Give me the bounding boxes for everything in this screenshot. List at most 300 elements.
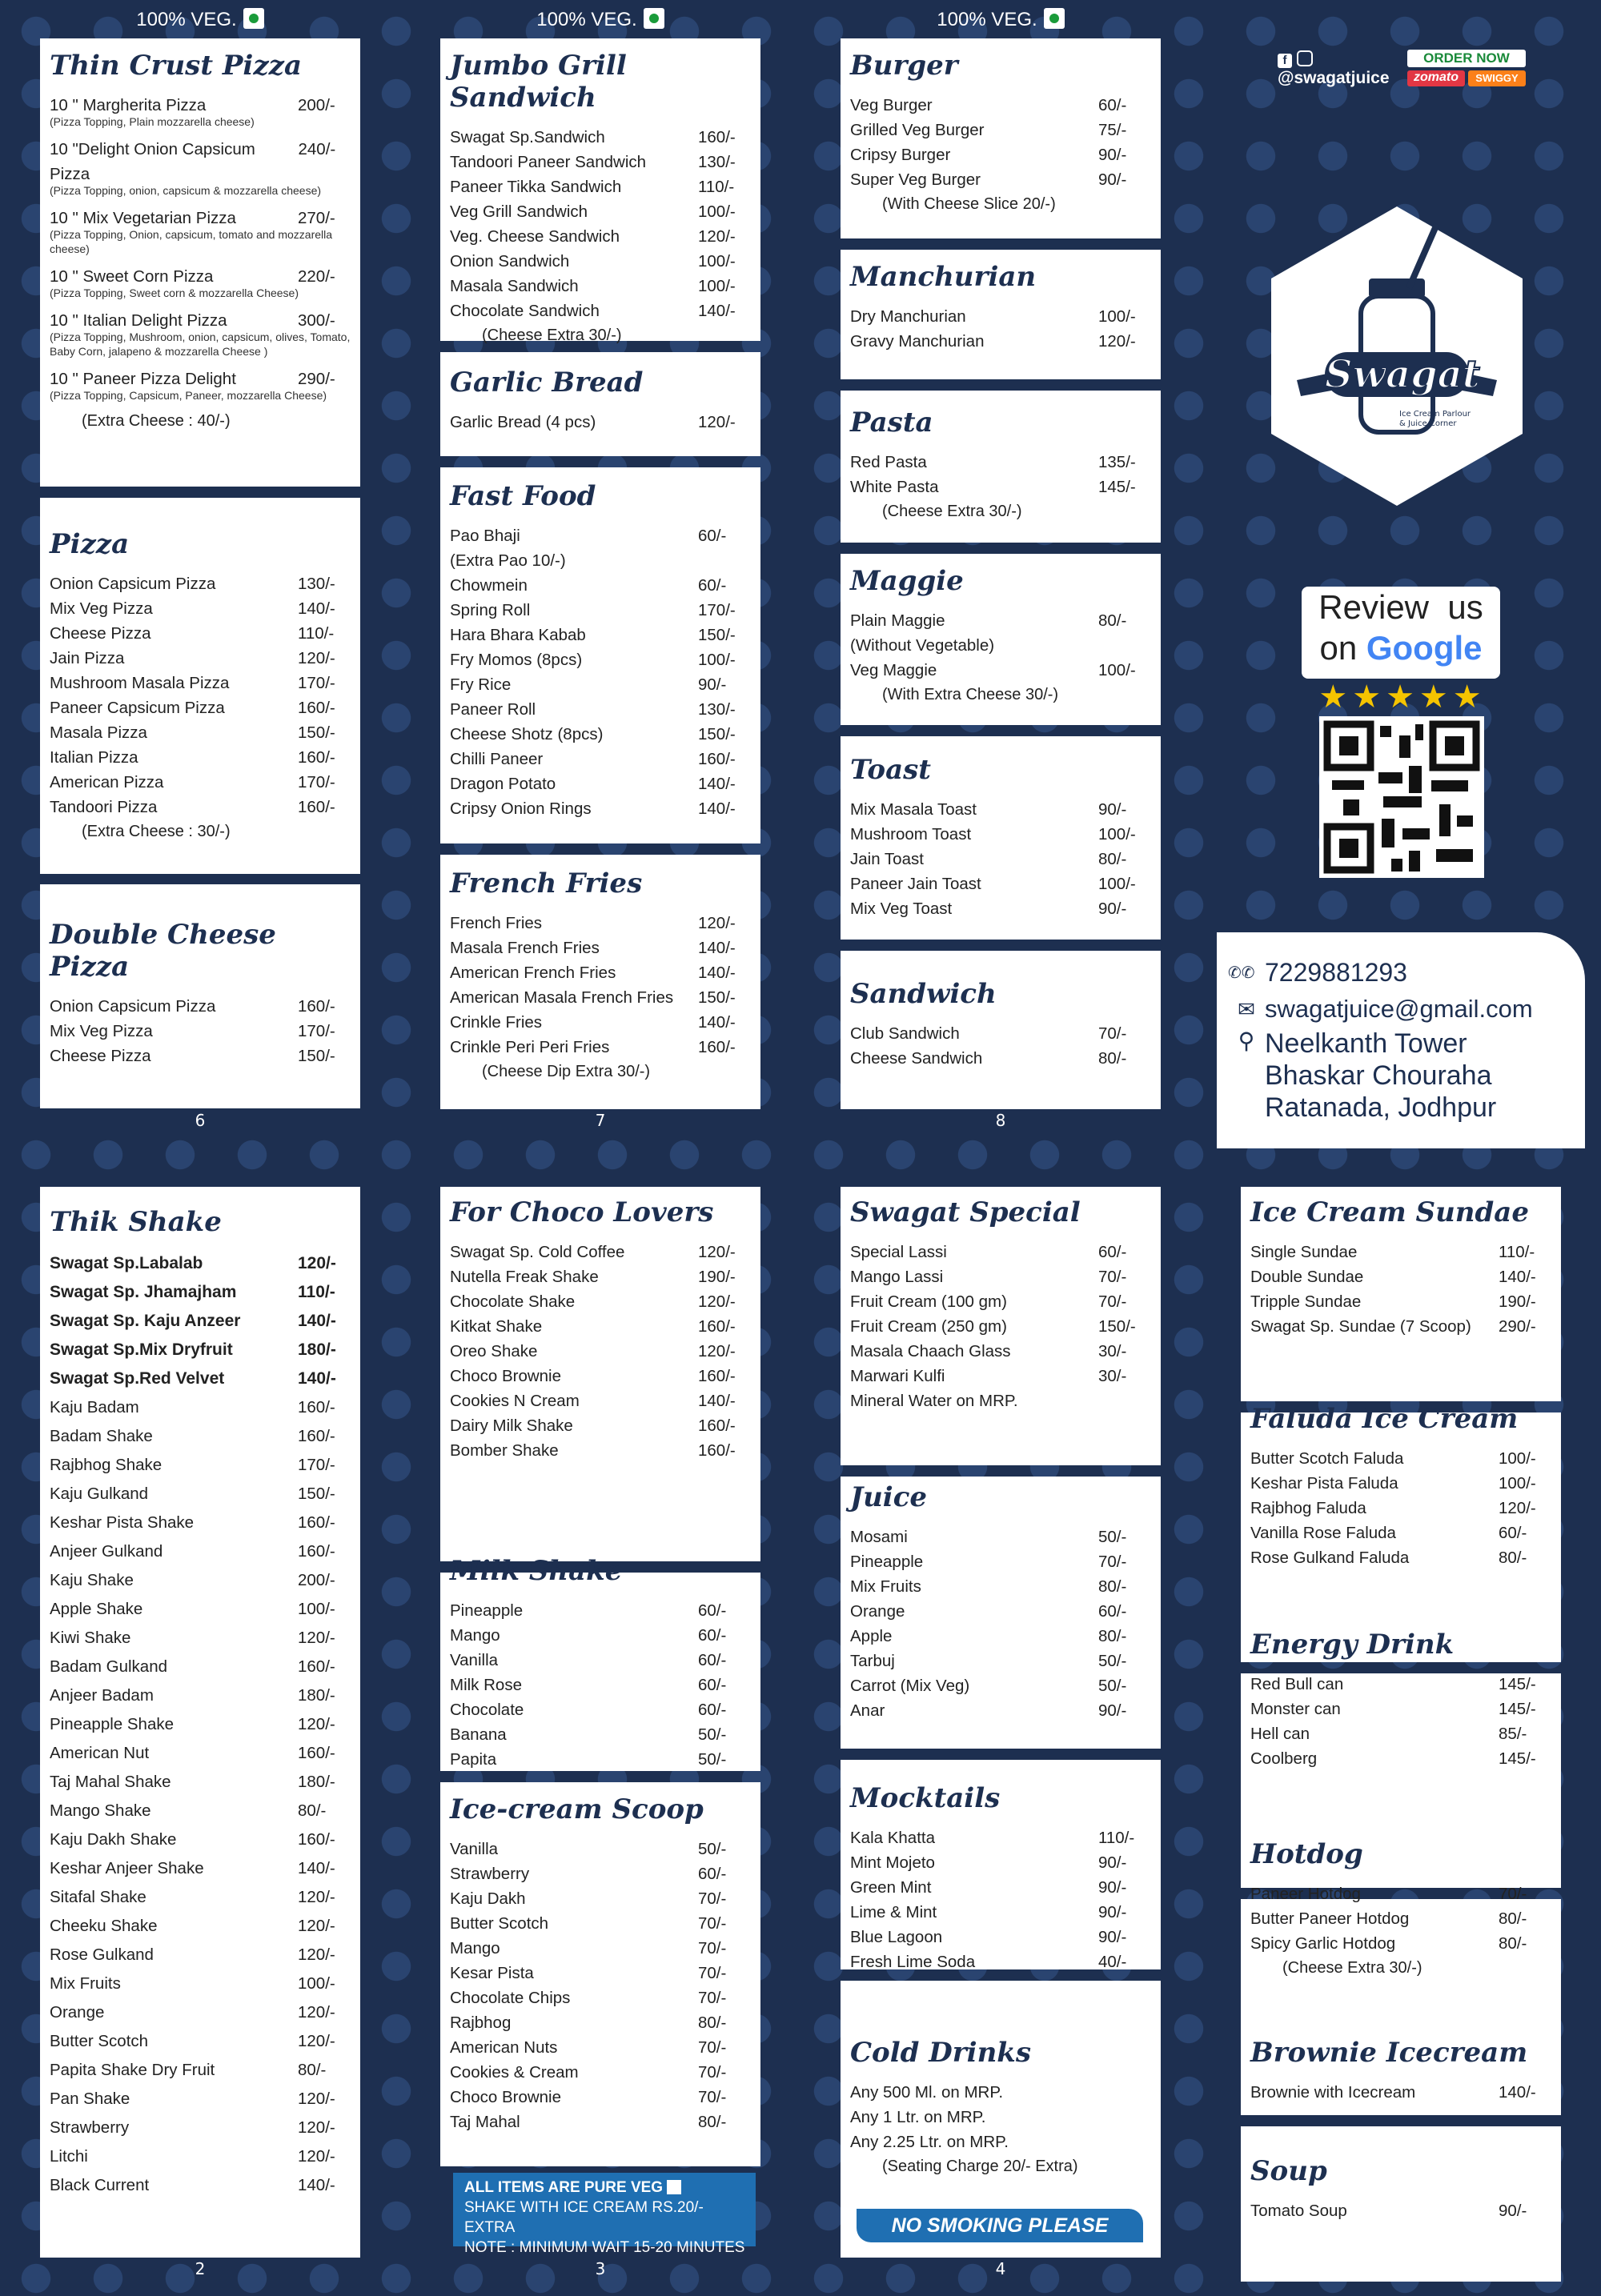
menu-item [1250, 1521, 1555, 1545]
item-price: 90/- [1098, 900, 1127, 918]
item-name: Strawberry [450, 1865, 530, 1883]
section-double-cheese-pizza [50, 919, 354, 1068]
item-name: Swagat Sp.Mix Dryfruit [50, 1340, 233, 1359]
item-name: Swagat Sp. Jhamajham [50, 1283, 237, 1301]
item-price: 140/- [298, 1369, 336, 1388]
menu-item [1250, 1746, 1555, 1771]
item-name: Taj Mahal [450, 2113, 520, 2131]
item-price: 160/- [298, 1542, 335, 1561]
review-on: on [1319, 629, 1358, 667]
item-name: Paneer Roll [450, 700, 536, 719]
item-name: American Nuts [450, 2038, 558, 2057]
google-logo: Google [1366, 629, 1483, 667]
item-price: 190/- [698, 1268, 736, 1286]
menu-item [1250, 2198, 1555, 2223]
item-price: 70/- [698, 1989, 727, 2007]
panel-page-2 [0, 1148, 400, 2296]
section-title: Swagat Special [850, 1196, 1081, 1228]
menu-item [450, 1911, 754, 1936]
menu-item [450, 1648, 754, 1673]
menu-item [50, 2056, 354, 2085]
section-energy-drink [1250, 1629, 1555, 1771]
menu-item [450, 1722, 754, 1747]
item-price: 110/- [1098, 1829, 1135, 1847]
notice-line-1: ALL ITEMS ARE PURE VEG [464, 2179, 664, 2196]
item-name: American French Fries [450, 964, 616, 982]
item-name: Anjeer Gulkand [50, 1542, 163, 1561]
item-price: 140/- [698, 964, 736, 982]
menu-item [50, 1998, 354, 2027]
item-price: 60/- [1098, 96, 1127, 114]
item-price: 160/- [298, 1830, 335, 1849]
item-price: 140/- [298, 1312, 336, 1330]
item-name: French Fries [450, 914, 543, 932]
item-name: Paneer Capsicum Pizza [50, 699, 225, 717]
menu-item [1250, 1906, 1555, 1931]
menu-item [450, 1339, 754, 1364]
section-icecream-scoop [450, 1793, 754, 2134]
item-price: 60/- [698, 576, 727, 595]
menu-item [450, 1364, 754, 1388]
item-price: 120/- [1098, 332, 1136, 351]
veg-icon [243, 8, 264, 29]
item-price: 100/- [1098, 825, 1136, 843]
section-fast-food [450, 480, 754, 821]
item-name: Mango Shake [50, 1801, 151, 1820]
qr-code[interactable] [1319, 716, 1484, 878]
menu-item [50, 596, 354, 621]
menu-item [50, 1854, 354, 1883]
item-name: Black Current [50, 2176, 150, 2194]
menu-item [50, 1768, 354, 1797]
section-title: For Choco Lovers [450, 1196, 714, 1228]
item-name: Rajbhog Faluda [1250, 1499, 1366, 1517]
item-price: 170/- [298, 674, 335, 692]
item-price: 100/- [298, 1974, 335, 1993]
menu-item [1250, 1471, 1555, 1496]
menu-item [850, 1339, 1154, 1364]
phone-number: 7229881293 [1265, 957, 1407, 987]
section-note: (Cheese Extra 30/-) [1282, 1959, 1422, 1977]
menu-item [450, 1837, 754, 1861]
menu-item [450, 1623, 754, 1648]
email-row[interactable] [1228, 991, 1533, 1028]
item-name: Red Pasta [850, 453, 927, 471]
section-brownie-icecream [1250, 2037, 1555, 2105]
item-price: 60/- [698, 1601, 727, 1620]
page-number: 6 [195, 1111, 206, 1130]
item-price: 120/- [298, 2118, 335, 2137]
address-row [1228, 1028, 1533, 1124]
menu-item [850, 2080, 1154, 2105]
item-name: Mix Fruits [850, 1577, 921, 1596]
item-name: Papita [450, 1750, 497, 1769]
menu-item [850, 608, 1154, 633]
item-price: 120/- [298, 2032, 335, 2050]
item-name: Oreo Shake [450, 1342, 538, 1360]
item-name: Onion Capsicum Pizza [50, 575, 216, 593]
item-price: 50/- [1098, 1652, 1127, 1670]
item-price: 70/- [1499, 1885, 1527, 1903]
menu-item [850, 1289, 1154, 1314]
menu-item [450, 796, 754, 821]
section-mocktails [850, 1782, 1154, 1974]
item-price: 160/- [298, 699, 335, 717]
item-name: Tomato Soup [1250, 2202, 1347, 2220]
menu-item [1250, 2080, 1555, 2105]
menu-item [850, 1900, 1154, 1925]
menu-item [50, 1653, 354, 1681]
item-name: Badam Shake [50, 1427, 153, 1445]
item-price: 100/- [1499, 1474, 1536, 1493]
item-name: Mint Mojeto [850, 1853, 935, 1872]
menu-item [850, 2105, 1154, 2130]
menu-item [50, 2171, 354, 2200]
item-name: Swagat Sp.Labalab [50, 1254, 203, 1272]
item-name: Kala Khatta [850, 1829, 935, 1847]
menu-item [50, 1566, 354, 1595]
section-jumbo-grill-sandwich [450, 50, 754, 347]
section-title: French Fries [450, 868, 643, 900]
item-price: 300/- [298, 311, 335, 330]
notice-line-3: NOTE : MINIMUM WAIT 15-20 MINUTES [464, 2239, 745, 2256]
item-name: Chocolate [450, 1701, 524, 1719]
item-price: 50/- [1098, 1677, 1127, 1695]
section-note: (Extra Cheese : 30/-) [82, 823, 231, 840]
section-garlic-bread [450, 367, 754, 435]
item-price: 70/- [698, 2038, 727, 2057]
item-price: 160/- [698, 1441, 736, 1460]
section-title: Cold Drinks [850, 2037, 1031, 2069]
item-price: 120/- [1499, 1499, 1536, 1517]
zomato-logo[interactable]: zomato [1407, 70, 1465, 86]
item-name: Chocolate Chips [450, 1989, 571, 2007]
menu-item [450, 747, 754, 771]
page-number: 8 [995, 1111, 1006, 1130]
menu-item [450, 1961, 754, 1985]
item-name: Mango Lassi [850, 1268, 944, 1286]
order-now-block[interactable] [1407, 50, 1526, 86]
item-name: Gravy Manchurian [850, 332, 985, 351]
item-price [1098, 1388, 1154, 1413]
item-name: Jain Toast [850, 850, 924, 868]
menu-item [1250, 1672, 1555, 1697]
item-price: 120/- [698, 1243, 736, 1261]
item-name: Hell can [1250, 1725, 1310, 1743]
item-price: 140/- [298, 599, 335, 618]
item-price: 145/- [1499, 1700, 1536, 1718]
item-name: Keshar Anjeer Shake [50, 1859, 204, 1877]
item-price: 120/- [698, 1292, 736, 1311]
item-name: Mix Veg Pizza [50, 599, 153, 618]
item-name: Choco Brownie [450, 1367, 562, 1385]
panel-page-5 [1201, 1148, 1601, 2296]
item-price: 270/- [298, 209, 335, 227]
item-name: 10 " Italian Delight Pizza [50, 311, 227, 330]
item-name: Apple [850, 1627, 893, 1645]
menu-item [450, 1985, 754, 2010]
item-price [1098, 2130, 1154, 2154]
section-choco-lovers [450, 1196, 754, 1463]
item-price: 120/- [298, 649, 335, 667]
item-price: 60/- [1098, 1243, 1127, 1261]
item-price: 120/- [698, 227, 736, 246]
item-name: Cheese Pizza [50, 624, 151, 643]
notice-box [453, 2173, 756, 2256]
menu-item [50, 1278, 354, 1307]
section-note: (Seating Charge 20/- Extra) [882, 2158, 1078, 2175]
item-name: American Nut [50, 1744, 150, 1762]
menu-item [1250, 1881, 1555, 1906]
menu-item [450, 1240, 754, 1264]
item-price: 150/- [698, 988, 736, 1007]
item-name: Orange [850, 1602, 905, 1621]
menu-item [450, 299, 754, 323]
menu-item [50, 1336, 354, 1364]
item-name: Kaju Dakh [450, 1889, 526, 1908]
menu-item [1250, 1496, 1555, 1521]
item-name: Taj Mahal Shake [50, 1773, 171, 1791]
review-box[interactable] [1302, 587, 1500, 679]
menu-item [850, 1388, 1154, 1413]
menu-item [1250, 1697, 1555, 1721]
item-price: 60/- [1098, 1602, 1127, 1621]
item-name: Pineapple [850, 1553, 924, 1571]
section-toast [850, 754, 1154, 921]
item-name: 10 "Delight Onion Capsicum Pizza [50, 140, 255, 183]
item-price: 70/- [698, 1964, 727, 1982]
item-price: 240/- [298, 140, 336, 158]
item-name: Mix Veg Toast [850, 900, 953, 918]
item-price: 70/- [1098, 1292, 1127, 1311]
section-juice [850, 1481, 1154, 1723]
item-price: 120/- [298, 1888, 335, 1906]
item-price: 130/- [298, 575, 335, 593]
item-name: Kaju Gulkand [50, 1485, 149, 1503]
item-price: 90/- [698, 675, 727, 694]
page-number: 5 [1395, 2259, 1406, 2278]
item-price: 80/- [1098, 1049, 1127, 1068]
item-description: (Pizza Topping, Sweet corn & mozzarella Cheese) [50, 286, 299, 299]
item-name: Milk Rose [450, 1676, 522, 1694]
social-handle[interactable] [1278, 50, 1390, 88]
section-title: Jumbo Grill Sandwich [450, 50, 627, 114]
item-price: 140/- [298, 2176, 335, 2194]
item-price: 120/- [298, 1254, 336, 1272]
item-price: 135/- [1098, 453, 1136, 471]
section-title: Manchurian [850, 261, 1037, 293]
section-note: (Extra Cheese : 40/-) [82, 412, 231, 430]
veg-icon [1044, 8, 1065, 29]
item-name: Mango [450, 1626, 500, 1645]
item-price: 120/- [698, 1342, 736, 1360]
item-price: 50/- [1098, 1528, 1127, 1546]
item-price: 130/- [698, 153, 736, 171]
section-title: Thik Shake [50, 1206, 222, 1238]
section-note: (With Cheese Slice 20/-) [882, 195, 1056, 213]
item-name: Cookies & Cream [450, 2063, 579, 2082]
section-title: Energy Drink [1250, 1629, 1455, 1661]
item-price: 140/- [698, 799, 736, 818]
item-price: 200/- [298, 1571, 335, 1589]
veg-label: 100% VEG. [400, 8, 800, 31]
item-name: Tripple Sundae [1250, 1292, 1362, 1311]
item-name: Rose Gulkand [50, 1945, 154, 1964]
item-name: Vanilla [450, 1840, 499, 1858]
section-cold-drinks [850, 2037, 1154, 2178]
item-price: 80/- [1098, 850, 1127, 868]
item-price: 30/- [1098, 1367, 1127, 1385]
item-name: Red Bull can [1250, 1675, 1344, 1693]
section-title: Juice [850, 1481, 928, 1513]
item-price: 80/- [698, 2113, 727, 2131]
item-price: 100/- [698, 252, 736, 270]
item-name: Pineapple [450, 1601, 524, 1620]
item-price: 60/- [698, 1865, 727, 1883]
section-faluda [1250, 1403, 1555, 1570]
item-price: 160/- [698, 128, 736, 146]
item-name: Double Sundae [1250, 1268, 1364, 1286]
item-price: 70/- [698, 2088, 727, 2106]
veg-label: 100% VEG. [0, 8, 400, 31]
item-price: 200/- [298, 96, 335, 114]
item-price: 180/- [298, 1340, 336, 1359]
item-price: 150/- [698, 626, 736, 644]
menu-item [850, 329, 1154, 354]
menu-item [50, 1364, 354, 1393]
item-name: Butter Scotch Faluda [1250, 1449, 1404, 1468]
item-price: 140/- [1499, 2083, 1536, 2102]
item-name: Spicy Garlic Hotdog [1250, 1934, 1396, 1953]
section-title: Burger [850, 50, 958, 82]
menu-item [1250, 1240, 1555, 1264]
item-price: 170/- [298, 1022, 335, 1040]
item-name: Anar [850, 1701, 885, 1720]
item-name: Anjeer Badam [50, 1686, 154, 1705]
section-pasta [850, 407, 1154, 523]
item-description: (Pizza Topping, Onion, capsicum, tomato and mozzarella cheese) [50, 228, 333, 255]
item-name: Cheese Shotz (8pcs) [450, 725, 604, 743]
phone-row[interactable] [1228, 954, 1533, 991]
menu-item [850, 1599, 1154, 1624]
menu-item [450, 672, 754, 697]
menu-item [850, 797, 1154, 822]
item-price: 50/- [698, 1750, 727, 1769]
item-name: Chilli Paneer [450, 750, 544, 768]
item-price: 90/- [1098, 1701, 1127, 1720]
section-title: Mocktails [850, 1782, 1001, 1814]
item-name: Fresh Lime Soda [850, 1953, 976, 1971]
item-price: 145/- [1499, 1749, 1536, 1768]
section-title: Double Cheese Pizza [50, 919, 276, 983]
address-line-1: Neelkanth Tower [1265, 1028, 1467, 1059]
item-name: Italian Pizza [50, 748, 138, 767]
item-price: 140/- [698, 939, 736, 957]
menu-item [50, 1451, 354, 1480]
item-name: Rose Gulkand Faluda [1250, 1549, 1410, 1567]
section-title: Pizza [50, 528, 130, 560]
menu-item [850, 896, 1154, 921]
item-price: 160/- [698, 750, 736, 768]
menu-item [450, 1861, 754, 1886]
section-title: Garlic Bread [450, 367, 644, 399]
item-price: 90/- [1098, 1903, 1127, 1921]
swiggy-logo[interactable]: SWIGGY [1468, 70, 1526, 86]
item-name: Jain Pizza [50, 649, 125, 667]
item-name: Garlic Bread (4 pcs) [450, 413, 596, 431]
item-name: Apple Shake [50, 1600, 143, 1618]
item-name: Club Sandwich [850, 1024, 960, 1043]
item-name: Litchi [50, 2147, 88, 2166]
item-price: 100/- [1499, 1449, 1536, 1468]
item-price: 30/- [1098, 1342, 1127, 1360]
menu-item [450, 410, 754, 435]
menu-item [450, 1388, 754, 1413]
item-name: Fry Rice [450, 675, 512, 694]
panel-page-6 [0, 0, 400, 1148]
item-price: 120/- [298, 2147, 335, 2166]
item-price: 80/- [1499, 1909, 1527, 1928]
page-number: 7 [595, 1111, 606, 1130]
item-price: 170/- [298, 773, 335, 791]
menu-item [50, 646, 354, 671]
menu-item [850, 1649, 1154, 1673]
menu-item [50, 1595, 354, 1624]
menu-item [450, 2035, 754, 2060]
item-price: 80/- [698, 2014, 727, 2032]
item-name: Marwari Kulfi [850, 1367, 945, 1385]
section-title: Sandwich [850, 978, 997, 1010]
menu-item [1250, 1264, 1555, 1289]
item-name: Papita Shake Dry Fruit [50, 2061, 215, 2079]
item-price: 160/- [698, 1038, 736, 1056]
menu-item [50, 1883, 354, 1912]
section-burger [850, 50, 1154, 216]
item-name: (Without Vegetable) [850, 636, 995, 655]
item-name: Vanilla Rose Faluda [1250, 1524, 1396, 1542]
item-price: 60/- [698, 527, 727, 545]
item-name: 10 " Sweet Corn Pizza [50, 267, 214, 286]
menu-item [450, 150, 754, 174]
menu-item [50, 1624, 354, 1653]
item-name: Masala Pizza [50, 723, 147, 742]
item-price: 80/- [298, 2061, 327, 2079]
item-name: Dry Manchurian [850, 307, 966, 326]
item-name: Cookies N Cream [450, 1392, 580, 1410]
item-price: 100/- [1098, 661, 1136, 679]
menu-item [1250, 1545, 1555, 1570]
item-price: 140/- [698, 1013, 736, 1032]
menu-item [50, 571, 354, 596]
item-name: Onion Sandwich [450, 252, 570, 270]
menu-item [850, 2130, 1154, 2154]
instagram-icon [1297, 50, 1313, 66]
item-name: Blue Lagoon [850, 1928, 943, 1946]
item-price: 220/- [298, 267, 335, 286]
item-price: 140/- [298, 1859, 335, 1877]
item-name: Nutella Freak Shake [450, 1268, 599, 1286]
menu-item [850, 142, 1154, 167]
notice-line-2: SHAKE WITH ICE CREAM RS.20/- EXTRA [464, 2199, 704, 2236]
item-price: 80/- [1098, 611, 1127, 630]
item-price: 90/- [1098, 170, 1127, 189]
section-title: Brownie Icecream [1250, 2037, 1528, 2069]
item-name: Cheeku Shake [50, 1917, 158, 1935]
item-name: Pineapple Shake [50, 1715, 175, 1733]
menu-item [450, 623, 754, 647]
item-price: 90/- [1499, 2202, 1527, 2220]
item-name: 10 " Margherita Pizza [50, 96, 207, 114]
